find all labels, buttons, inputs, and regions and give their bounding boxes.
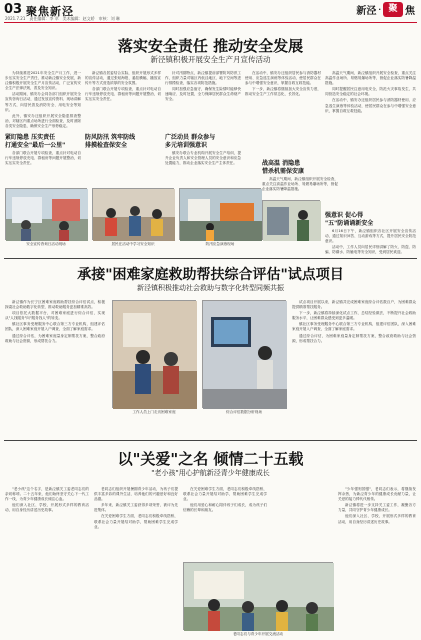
paragraph: 镇社区事务受理服务中心联合第三方专业机构，组建评估团队，深入困难家庭开展入户调查，全面了解家庭需求。 <box>5 322 105 332</box>
article1-subtitle-4: 战高温 消隐患 惜杀机需保安康 <box>262 160 305 175</box>
article1-headline: 落实安全责任 推动安全发展 <box>117 37 304 55</box>
paragraph: 在活动中，镇安办还组织居民参与消防器材使用、应急逃生演练等体验活动，使居民群众在参与中增强安全意识，掌握自救互救技能。 <box>325 98 416 113</box>
article1-col5 <box>325 71 416 209</box>
article1-subtitle-3: 广泛动员 群众参与 多元培训强意识 <box>165 134 216 149</box>
article1-col1b <box>5 151 81 166</box>
photo-youth-activity <box>183 562 333 630</box>
paragraph: 各部门联合开展专项检查，重点针对电动自行车违规停放充电、群租房等问题开展整治，切实压实安全责任。 <box>5 151 81 166</box>
photo-home-visit <box>112 300 196 408</box>
paragraph: 高温天气期间，新泾镇组织开展安全检查，重点关注高温作业场所、易燃易爆场所等，督促企业落实防暑降温措施。 <box>262 177 338 192</box>
paragraph: 在活动中，镇安办还组织居民参与消防器材使用、应急逃生演练等体验活动，使居民群众在参与中增强安全意识，掌握自救互救技能。 <box>245 71 321 86</box>
photo-caption: 安全宣传咨询日活动现场 <box>26 242 66 246</box>
photo-caption: 老同志们与青少年开展交流活动 <box>232 632 284 636</box>
paragraph: 同时加强应急值守，确保发生险情时能够快速响应、及时处置，全力保障居民群众生命财产安全。 <box>165 87 241 102</box>
photo-inspection <box>262 200 320 240</box>
photo-caption: 综合评估数据分析现场 <box>226 410 262 414</box>
paragraph: 活动期间，镇安办会同各部门组织开展安全宣传咨询日活动，通过发放宣传资料、现场讲解等方式，向居民普及消防安全、用电安全等知识。 <box>5 92 81 112</box>
article1-subtitle-5: 强意识 促心得 "五"防诵诵新安全 <box>325 212 374 227</box>
paragraph: 高温天气期间，新泾镇组织开展安全检查，重点关注高温作业场所、易燃易爆场所等，督促企业落实防暑降温措施。 <box>325 71 416 86</box>
paragraph: "老小孩"这个名字，是新泾镇关工委老同志们的亲切称呼。二十五年来，他们始终坚守关心下一代工作一线，为青少年健康成长倾注心血。 <box>5 487 89 502</box>
article3-col1 <box>5 487 89 635</box>
photo-caption: 防汛应急演练现场 <box>205 242 235 246</box>
paragraph: 针对汛期特点，新泾镇提前部署防风防汛工作，组织力量对辖区内低洼地区、地下空间等进行排摸检查，落实各项防范措施。 <box>165 71 241 86</box>
paragraph: 他们深入社区、学校，开展形式多样的教育活动，用自身经历讲述历史故事。 <box>5 503 89 513</box>
article3-subhead: "老小孩"用心护航新泾青少年健康成长 <box>151 469 270 477</box>
header-meta: 2021.7.21 责任编辑：李 翠 美术编辑：赵文娇 审核：刘 琳 <box>5 16 120 21</box>
page-header <box>0 0 421 24</box>
article3-col3 <box>183 487 267 562</box>
masthead-part2: 焦 <box>405 6 415 17</box>
paragraph: 下一步，新泾镇将继续加大安全宣传力度，推动安全生产工作常态化、长效化。 <box>245 87 321 97</box>
article1-col3 <box>165 71 241 133</box>
article1-col4 <box>245 71 321 158</box>
paragraph: 此外，镇安办还组织开展安全隐患排查整治，对辖区内重点场所进行全面检查，及时消除各类安全隐患，确保安全生产形势稳定。 <box>5 113 81 128</box>
paragraph: 老同志们组织开展暑期青少年活动，为孩子们提供丰富多彩的课外生活，培养他们的兴趣爱好和良好品德。 <box>94 487 178 502</box>
header-rule <box>4 22 417 23</box>
paragraph: 项目依托大数据平台，对困难家庭进行综合评估，实现从"人找服务"向"服务找人"的转变。 <box>5 311 105 321</box>
paragraph: 下一步，新泾镇将持续深化试点工作，总结经验做法，不断提升社会救助服务水平，让困难群众感受到更多温暖。 <box>292 311 416 321</box>
article3-headline: 以"关爱"之名 倾情二十五载 <box>117 450 304 468</box>
photo-caption: 居民在活动中学习安全知识 <box>111 242 155 246</box>
paragraph: 同时提醒居民注意用电安全，防范火灾事故发生，共同营造安全稳定的社会环境。 <box>325 87 416 97</box>
paragraph: 试点项目开展以来，新泾镇共完成困难家庭综合评估数百户，为困难群众提供精准帮扶服务。 <box>292 300 416 310</box>
masthead: 新泾 · 聚 焦 <box>356 4 415 17</box>
magazine-logo-icon: 聚 <box>383 2 403 17</box>
photo-caption: 工作人员上门走访困难家庭 <box>132 410 176 414</box>
paragraph: "少年强则国强"，老同志们表示，将继续发挥余热，为新泾青少年的健康成长贡献力量，让关爱的接力棒代代相传。 <box>338 487 416 502</box>
photo-activity-booth <box>5 188 87 240</box>
photo-residents <box>92 188 174 240</box>
photo-data-analysis <box>202 300 286 408</box>
article1-col3b <box>165 151 241 166</box>
article1-subtitle-1: 紧盯隐患 压实责任 打通安全"最后一公里" <box>5 134 66 149</box>
paragraph: 在关爱困难学生方面，老同志们积极牵线搭桥，联系社会力量开展结对助学，帮助困难学生完成学业。 <box>94 514 178 529</box>
article2-subhead: 新泾镇积极推动社会救助与数字化转型同频共振 <box>137 284 284 292</box>
section-name: 聚焦新泾 <box>26 5 74 18</box>
article1-subhead: 新泾镇积极开展安全生产月宣传活动 <box>150 55 271 64</box>
paragraph: 他们深入社区、学校，开展形式多样的教育活动，用自身经历讲述历史故事。 <box>338 514 416 524</box>
paragraph: 活动中，工作人员向居民详细讲解了防火、防盗、防骗、防溺水、防触电等安全知识，受到居民欢迎。 <box>325 245 416 255</box>
masthead-part1: 新泾 <box>356 6 377 17</box>
section-divider <box>4 258 417 259</box>
paragraph: 在关爱困难学生方面，老同志们积极牵线搭桥，联系社会力量开展结对助学，帮助困难学生完成学业。 <box>183 487 267 502</box>
article1-subtitle-2: 防风防汛 筑牢防线 排摸检查保安全 <box>85 134 136 149</box>
article1-col2 <box>85 71 161 133</box>
article1-col1 <box>5 71 81 133</box>
paragraph: 镇安办联合专业机构开展安全生产培训，提升企业负责人和安全管理人员的安全意识和应急处置能力，推动企业落实安全生产主体责任。 <box>165 151 241 166</box>
article3-col2 <box>94 487 178 635</box>
paragraph: 通过综合评估，为困难家庭量身定制帮扶方案，整合政府救助与社会资源，形成帮扶合力。 <box>5 333 105 343</box>
page-number: 03 <box>4 2 23 17</box>
paragraph: 镇社区事务受理服务中心联合第三方专业机构，组建评估团队，深入困难家庭开展入户调查，全面了解家庭需求。 <box>292 322 416 332</box>
photo-drill <box>179 188 261 240</box>
paragraph: 他们用爱心和耐心陪伴孩子们成长，成为孩子们信赖的长辈和朋友。 <box>183 503 267 513</box>
paragraph: 各部门联合开展专项检查，重点针对电动自行车违规停放充电、群租房等问题开展整治，切实压实安全责任。 <box>85 87 161 102</box>
paragraph: 6月16日下午，新泾镇组织各社区开展安全宣传活动，通过知识问答、互动游戏等方式，提升居民安全防范意识。 <box>325 229 416 244</box>
paragraph: 多年来，新泾镇关工委获得多项荣誉，被评为先进集体。 <box>94 503 178 513</box>
paragraph: 新泾镇各居委结合实际，组织开展形式多样的宣传活动，通过张贴海报、悬挂横幅、播放宣传片等方式营造浓厚的安全氛围。 <box>85 71 161 86</box>
section-divider <box>4 440 417 441</box>
article2-headline: 承接"困难家庭救助帮扶综合评估"试点项目 <box>77 267 344 283</box>
paragraph: 新泾镇作为长宁区困难家庭救助帮扶综合评估试点，积极探索社会救助数字化转型，推动救助服务更加精准高效。 <box>5 300 105 310</box>
paragraph: 新泾镇将进一步支持关工委工作，凝聚各方力量，共同守护青少年健康成长。 <box>338 503 416 513</box>
article2-col3 <box>292 300 416 432</box>
paragraph: 为持续推进2021年安全生产月工作，进一步压实安全生产责任，推动新泾镇安全发展，新泾镇积极开展安全生产月宣传活动，广泛宣传安全生产法律法规，普及安全知识。 <box>5 71 81 91</box>
paragraph: 通过综合评估，为困难家庭量身定制帮扶方案，整合政府救助与社会资源，形成帮扶合力。 <box>292 333 416 343</box>
article3-col4 <box>338 487 416 635</box>
article2-col1 <box>5 300 105 432</box>
